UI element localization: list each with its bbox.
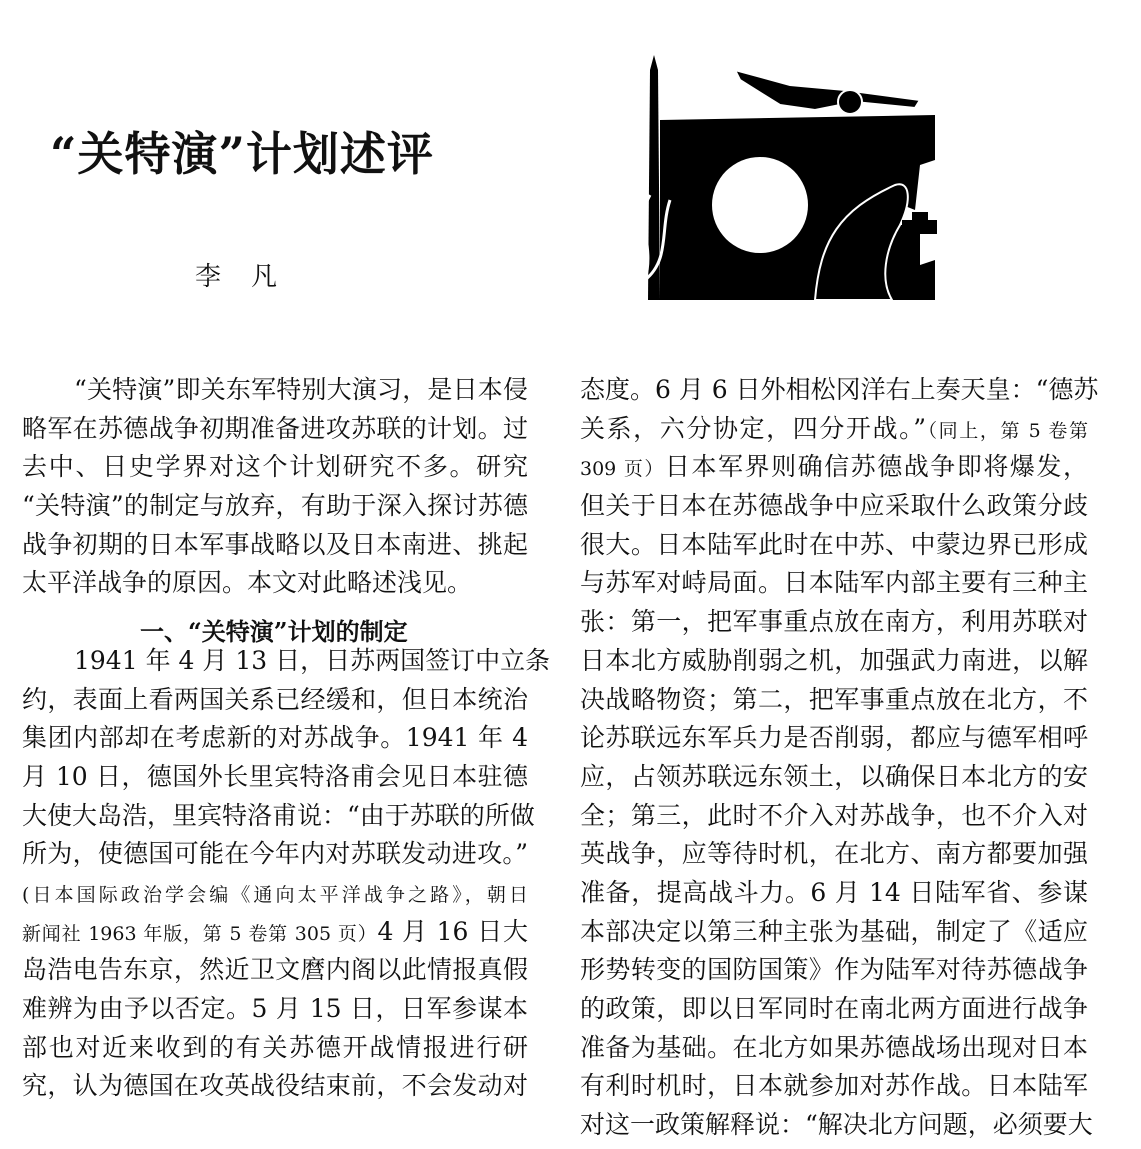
text-line bbox=[22, 758, 528, 797]
text-line bbox=[580, 758, 1088, 797]
body-text: 部也对近来收到的有关苏德开战情报进行研 bbox=[22, 1032, 528, 1062]
text-line bbox=[22, 487, 528, 526]
war-illustration bbox=[630, 50, 950, 310]
text-line bbox=[22, 448, 528, 487]
body-text: “关特演”即关东军特别大演习，是日本侵 bbox=[74, 375, 528, 404]
text-line bbox=[580, 835, 1088, 874]
body-text: 大使大岛浩，里宾特洛甫说：“由于苏联的所做 bbox=[22, 800, 535, 830]
body-text: 战争初期的日本军事战略以及日本南进、挑起 bbox=[22, 529, 528, 559]
left-column bbox=[22, 371, 551, 1106]
text-line bbox=[580, 951, 1088, 990]
text-line bbox=[22, 1029, 528, 1068]
citation-text: (日本国际政治学会编《通向太平洋战争之路》，朝日 bbox=[22, 883, 528, 906]
text-line bbox=[580, 913, 1088, 952]
text-line bbox=[22, 564, 528, 603]
body-text: 英战争，应等待时机，在北方、南方都要加强 bbox=[580, 839, 1088, 869]
text-line bbox=[580, 564, 1088, 603]
article-author bbox=[195, 256, 307, 293]
text-line bbox=[580, 874, 1088, 913]
text-line bbox=[22, 642, 551, 681]
text-line bbox=[580, 603, 1088, 642]
body-text: 去中、日史学界对这个计划研究不多。研究 bbox=[22, 452, 528, 482]
body-text: 全；第三，此时不介入对苏战争，也不介入对 bbox=[580, 800, 1088, 830]
body-text: 论苏联远东军兵力是否削弱，都应与德军相呼 bbox=[580, 723, 1088, 753]
author-given-name: 凡 bbox=[251, 262, 278, 292]
body-text: 准备，提高战斗力。6 月 14 日陆军省、参谋 bbox=[580, 877, 1088, 907]
text-line bbox=[580, 719, 1088, 758]
text-line bbox=[22, 526, 528, 565]
body-text: 日本北方威胁削弱之机，加强武力南进，以解 bbox=[580, 645, 1088, 675]
body-text: 月 10 日，德国外长里宾特洛甫会见日本驻德 bbox=[22, 761, 528, 791]
body-text: 对这一政策解释说：“解决北方问题，必须要大 bbox=[580, 1110, 1093, 1140]
body-text: 难辨为由予以否定。5 月 15 日，日军参谋本 bbox=[22, 994, 528, 1023]
body-text: 很大。日本陆军此时在中苏、中蒙边界已形成 bbox=[580, 529, 1088, 559]
body-text: 4 月 16 日大 bbox=[377, 916, 529, 946]
body-text: 形势转变的国防国策》作为陆军对待苏德战争 bbox=[580, 955, 1088, 985]
article-title: “关特演”计划述评 bbox=[50, 127, 434, 181]
text-line bbox=[22, 1067, 528, 1106]
body-text: 与苏军对峙局面。日本陆军内部主要有三种主 bbox=[580, 568, 1088, 598]
body-text: 约，表面上看两国关系已经缓和，但日本统治 bbox=[22, 684, 528, 714]
text-line bbox=[580, 371, 1099, 410]
text-line bbox=[22, 951, 528, 990]
text-line bbox=[22, 371, 528, 410]
body-text: 太平洋战争的原因。本文对此略述浅见。 bbox=[22, 568, 473, 598]
body-text: 岛浩电告东京，然近卫文麿内阁以此情报真假 bbox=[22, 955, 528, 985]
text-line bbox=[22, 874, 528, 913]
rising-sun-icon bbox=[712, 157, 808, 253]
body-text: 决战略物资；第二，把军事重点放在北方，不 bbox=[580, 684, 1088, 714]
body-text: 应，占领苏联远东领土，以确保日本北方的安 bbox=[580, 761, 1088, 791]
author-surname: 李 bbox=[195, 262, 222, 292]
body-text: 准备为基础。在北方如果苏德战场出现对日本 bbox=[580, 1032, 1088, 1062]
body-text: 集团内部却在考虑新的对苏战争。1941 年 4 bbox=[22, 723, 528, 753]
text-line bbox=[22, 410, 528, 449]
text-line bbox=[22, 797, 535, 836]
text-line bbox=[580, 1067, 1088, 1106]
citation-text: （同上，第 5 卷第 bbox=[925, 419, 1088, 442]
text-line bbox=[580, 487, 1088, 526]
body-text: 究，认为德国在攻英战役结束前，不会发动对 bbox=[22, 1071, 528, 1101]
text-line bbox=[22, 681, 528, 720]
citation-text: 新闻社 1963 年版，第 5 卷第 305 页） bbox=[22, 922, 378, 945]
text-line bbox=[580, 1106, 1093, 1145]
citation-text: 309 页） bbox=[580, 458, 665, 481]
right-column bbox=[580, 371, 1099, 1145]
text-line bbox=[580, 681, 1088, 720]
text-line bbox=[580, 642, 1088, 681]
text-line bbox=[22, 835, 528, 874]
text-line bbox=[580, 1029, 1088, 1068]
body-text: 略军在苏德战争初期准备进攻苏联的计划。过 bbox=[22, 413, 528, 443]
tank-icon bbox=[902, 220, 937, 234]
body-text: 关系，六分协定，四分开战。” bbox=[580, 413, 926, 443]
body-text: 1941 年 4 月 13 日，日苏两国签订中立条 bbox=[74, 645, 551, 675]
body-text: 张：第一，把军事重点放在南方，利用苏联对 bbox=[580, 607, 1088, 637]
body-text: 的政策，即以日军同时在南北两方面进行战争 bbox=[580, 994, 1088, 1023]
text-line bbox=[22, 719, 528, 758]
body-text: 所为，使德国可能在今年内对苏联发动进攻。” bbox=[22, 839, 528, 869]
body-text: 日本军界则确信苏德战争即将爆发， bbox=[664, 452, 1088, 482]
body-text: 一、“关特演”计划的制定 bbox=[140, 617, 408, 647]
text-line bbox=[580, 797, 1088, 836]
body-text: 有利时机时，日本就参加对苏作战。日本陆军 bbox=[580, 1071, 1088, 1101]
body-text: 但关于日本在苏德战争中应采取什么政策分歧 bbox=[580, 491, 1088, 521]
text-line bbox=[580, 990, 1088, 1029]
text-line bbox=[580, 410, 1088, 449]
body-text: 态度。6 月 6 日外相松冈洋右上奏天皇：“德苏 bbox=[580, 375, 1099, 404]
text-line bbox=[22, 913, 528, 952]
body-text: 本部决定以第三种主张为基础，制定了《适应 bbox=[580, 916, 1088, 946]
text-line bbox=[22, 990, 528, 1029]
body-text: “关特演”的制定与放弃，有助于深入探讨苏德 bbox=[22, 491, 528, 521]
text-line bbox=[580, 526, 1088, 565]
text-line bbox=[580, 448, 1088, 487]
